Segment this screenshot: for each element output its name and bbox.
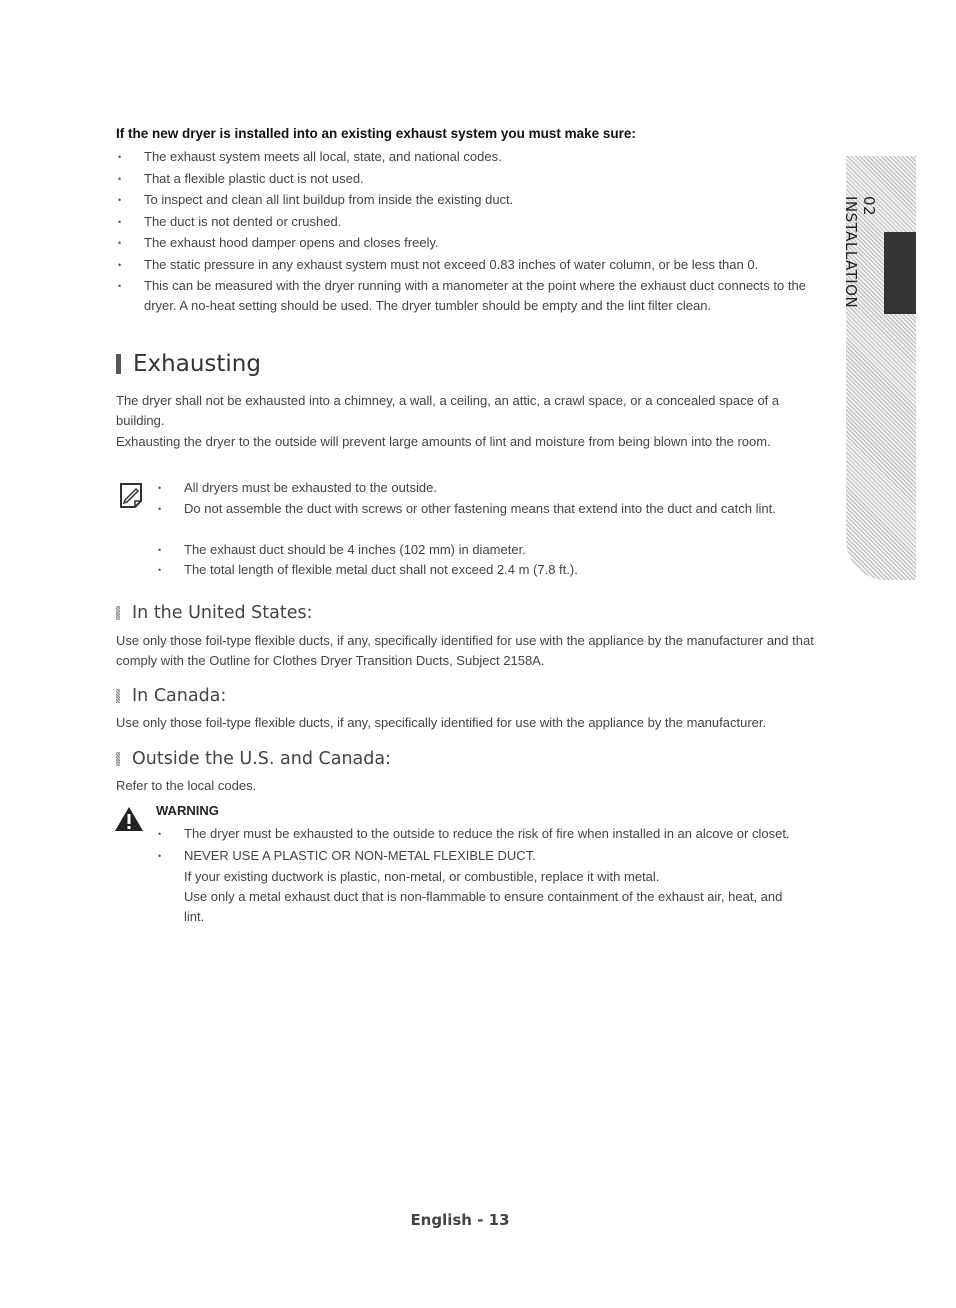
warning-title: WARNING <box>156 803 219 818</box>
side-tab-marker <box>884 232 916 314</box>
list-item: • The exhaust hood damper opens and closes freely. <box>116 233 816 253</box>
list-item: • The exhaust duct should be 4 inches (102 mm) in diameter. <box>156 540 816 560</box>
section-marker <box>116 606 120 620</box>
section-title-text: In the United States: <box>132 603 313 623</box>
exhausting-para-1: The dryer shall not be exhausted into a chimney, a wall, a ceiling, an attic, a crawl space, or a concealed space of a building. <box>116 393 780 428</box>
intro-list <box>116 147 816 318</box>
canada-text: Use only those foil-type flexible ducts, if any, specifically identified for use with the appliance by the manufacturer. <box>116 715 767 730</box>
list-item: • The duct is not dented or crushed. <box>116 212 816 232</box>
section-title-outside <box>116 749 391 769</box>
list-item: • This can be measured with the dryer running with a manometer at the point where the exhaust duct connects to the dryer. A no-heat setting should be used. The dryer tumbler should be empty and the lint filter clean. <box>116 276 816 316</box>
note-sub-list <box>156 540 816 580</box>
section-title-text: Outside the U.S. and Canada: <box>132 749 392 769</box>
section-title-us <box>116 603 313 623</box>
list-item: • All dryers must be exhausted to the outside. <box>156 478 816 498</box>
intro-heading: If the new dryer is installed into an existing exhaust system you must make sure: <box>116 126 636 141</box>
list-item: • The exhaust system meets all local, state, and national codes. <box>116 147 816 167</box>
section-title-exhausting <box>116 351 261 377</box>
list-item: • That a flexible plastic duct is not used. <box>116 169 816 189</box>
section-marker <box>116 689 120 703</box>
section-marker <box>116 752 120 766</box>
page-number: English - 13 <box>410 1211 510 1229</box>
warning-list <box>156 824 806 866</box>
exhausting-para-2: Exhausting the dryer to the outside will prevent large amounts of lint and moisture from being blown into the room. <box>116 434 771 449</box>
warning-extra-1: If your existing ductwork is plastic, non-metal, or combustible, replace it with metal. <box>184 869 660 884</box>
us-text: Use only those foil-type flexible ducts, if any, specifically identified for use with the appliance by the manufacturer and that comply with the Outline for Clothes Dryer Transition Ducts, Subject 2158A. <box>116 633 814 668</box>
section-title-text: Exhausting <box>133 351 261 377</box>
list-item: • Do not assemble the duct with screws or other fastening means that extend into the duct and catch lint. <box>156 499 816 519</box>
section-title-canada <box>116 686 226 706</box>
section-title-text: In Canada: <box>132 686 227 706</box>
note-list <box>156 478 816 520</box>
note-pencil-icon <box>117 481 145 509</box>
side-tab-label: 02 INSTALLATION <box>842 196 878 309</box>
section-marker <box>116 354 121 374</box>
outside-text: Refer to the local codes. <box>116 778 257 793</box>
warning-triangle-icon <box>114 806 144 832</box>
list-item: • The dryer must be exhausted to the outside to reduce the risk of fire when installed in an alcove or closet. <box>156 824 806 844</box>
warning-block <box>156 824 806 927</box>
list-item: • The total length of flexible metal duct shall not exceed 2.4 m (7.8 ft.). <box>156 560 816 580</box>
list-item: • NEVER USE A PLASTIC OR NON-METAL FLEXIBLE DUCT. <box>156 846 806 866</box>
list-item: • To inspect and clean all lint buildup from inside the existing duct. <box>116 190 816 210</box>
warning-extra-2: Use only a metal exhaust duct that is non-flammable to ensure containment of the exhaust air, heat, and lint. <box>184 889 783 924</box>
list-item: • The static pressure in any exhaust system must not exceed 0.83 inches of water column, or be less than 0. <box>116 255 816 275</box>
